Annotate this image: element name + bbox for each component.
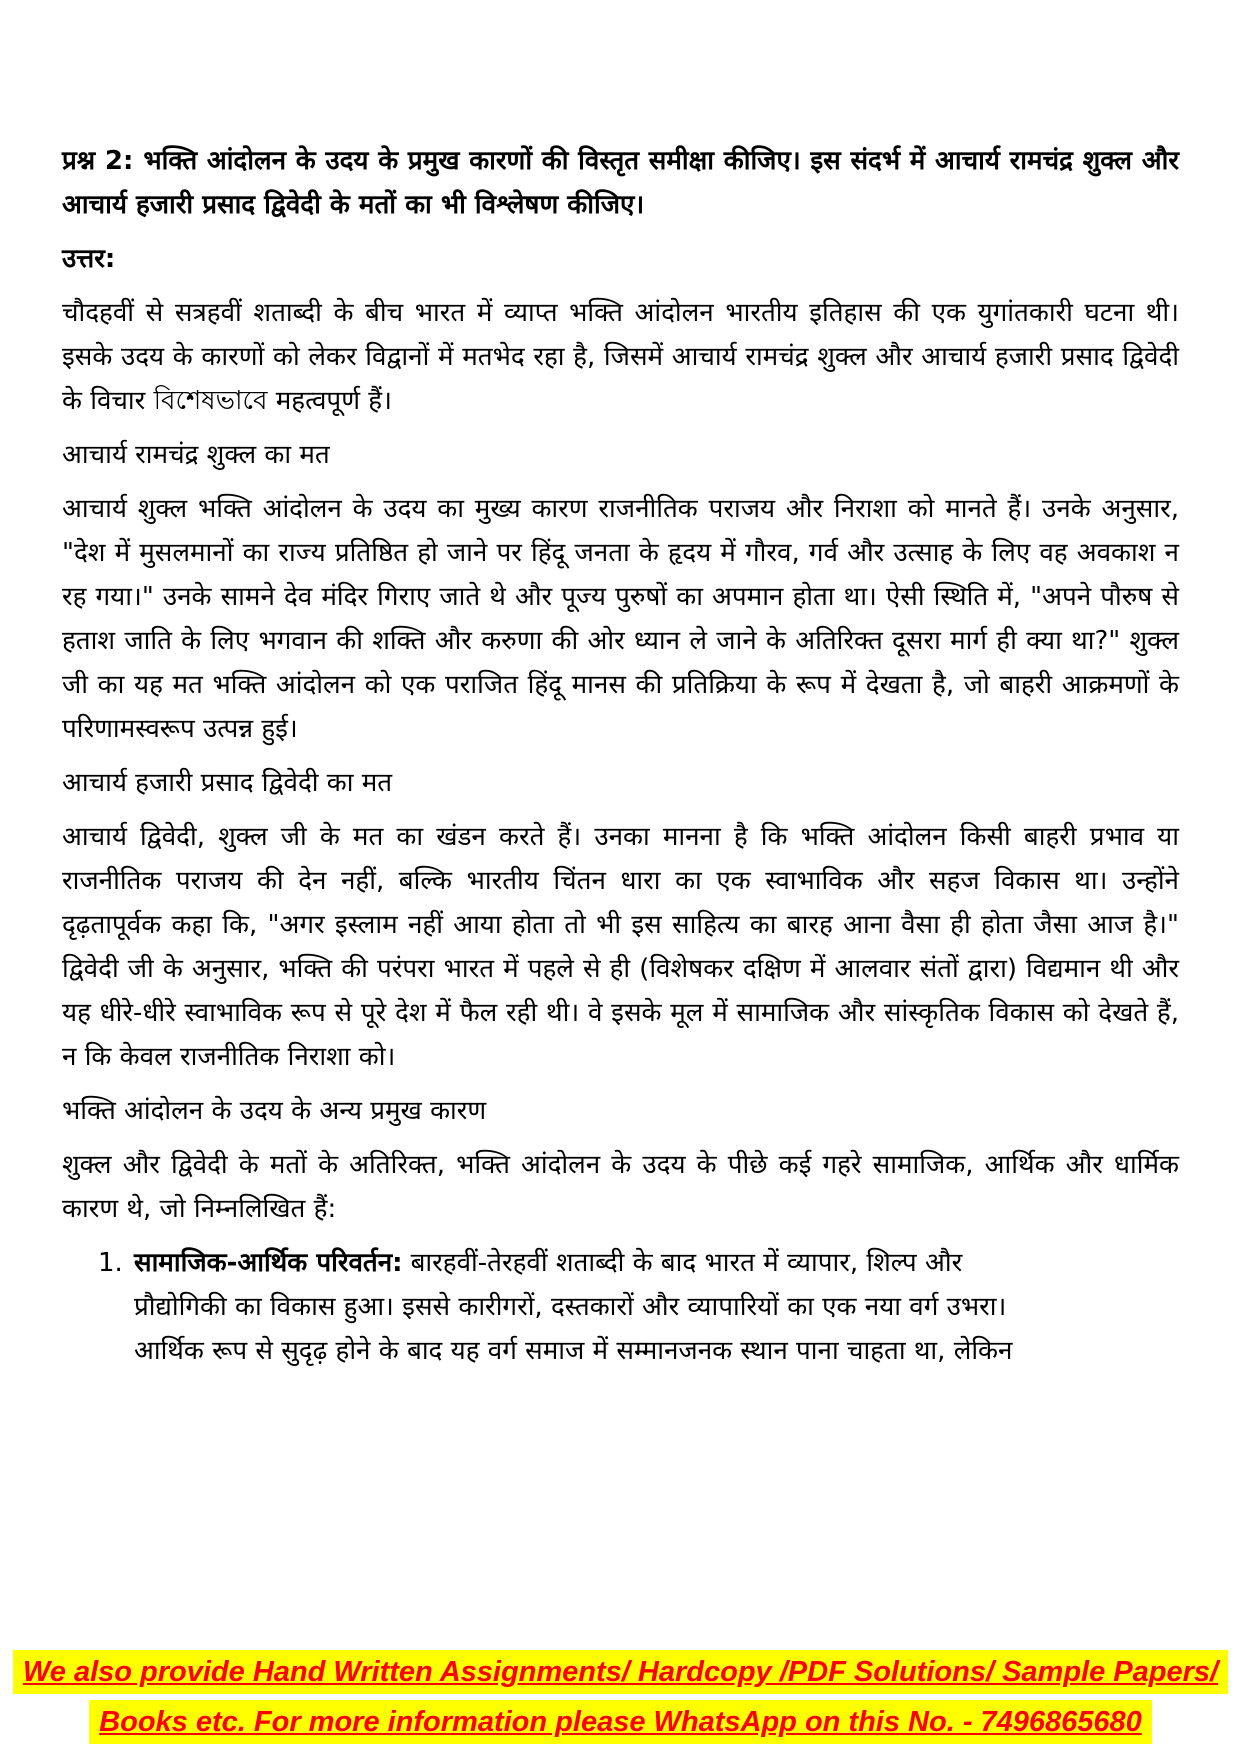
list-item-content	[134, 1241, 1039, 1373]
other-causes-intro-paragraph: शुक्ल और द्विवेदी के मतों के अतिरिक्त, भक्ति आंदोलन के उदय के पीछे कई गहरे सामाजिक, आर्थिक और धार्मिक कारण थे, जो निम्नलिखित हैं:	[62, 1150, 1179, 1224]
dwivedi-section-paragraph: आचार्य द्विवेदी, शुक्ल जी के मत का खंडन करते हैं। उनका मानना है कि भक्ति आंदोलन किसी बाहरी प्रभाव या राजनीतिक पराजय की देन नहीं, बल्कि भारतीय चिंतन धारा का एक स्वाभाविक और सहज विकास था। उन्होंने दृढ़तापूर्वक कहा कि, "अगर इस्लाम नहीं आया होता तो भी इस साहित्य का बारह आना वैसा ही होता जैसा आज है।" द्विवेदी जी के अनुसार, भक्ति की परंपरा भारत में पहले से ही (विशेषकर दक्षिण में आलवार संतों द्वारा) विद्यमान थी और यह धीरे-धीरे स्वाभाविक रूप से पूरे देश में फैल रही थी। वे इसके मूल में सामाजिक और सांस्कृतिक विकास को देखते हैं, न कि केवल राजनीतिक निराशा को।	[62, 822, 1179, 1072]
shukla-section-heading: आचार्य रामचंद्र शुक्ल का मत	[62, 440, 330, 470]
question-paragraph	[62, 139, 1179, 227]
promo-footer-line-1	[0, 1650, 1241, 1694]
answer-label: उत्तर:	[62, 244, 116, 274]
question-number-label: प्रश्न 2:	[62, 146, 134, 176]
shukla-section-paragraph: आचार्य शुक्ल भक्ति आंदोलन के उदय का मुख्य कारण राजनीतिक पराजय और निराशा को मानते हैं। उनके अनुसार, "देश में मुसलमानों का राज्य प्रतिष्ठित हो जाने पर हिंदू जनता के हृदय में गौरव, गर्व और उत्साह के लिए वह अवकाश न रह गया।" उनके सामने देव मंदिर गिराए जाते थे और पूज्य पुरुषों का अपमान होता था। ऐसी स्थिति में, "अपने पौरुष से हताश जाति के लिए भगवान की शक्ति और करुणा की ओर ध्यान ले जाने के अतिरिक्त दूसरा मार्ग ही क्या था?" शुक्ल जी का यह मत भक्ति आंदोलन को एक पराजित हिंदू मानस की प्रतिक्रिया के रूप में देखता है, जो बाहरी आक्रमणों के परिणामस्वरूप उत्पन्न हुई।	[62, 494, 1179, 744]
other-causes-heading: भक्ति आंदोलन के उदय के अन्य प्रमुख कारण	[62, 1096, 487, 1126]
promo-footer-line-2	[0, 1700, 1241, 1744]
dwivedi-section-heading: आचार्य हजारी प्रसाद द्विवेदी का मत	[62, 768, 393, 798]
causes-list	[62, 1241, 1179, 1373]
intro-paragraph: चौदहवीं से सत्रहवीं शताब्दी के बीच भारत में व्याप्त भक्ति आंदोलन भारतीय इतिहास की एक युगांतकारी घटना थी। इसके उदय के कारणों को लेकर विद्वानों में मतभेद रहा है, जिसमें आचार्य रामचंद्र शुक्ल और आचार्य हजारी प्रसाद द्विवेदी के विचार বিশেষভাবে महत्वपूर्ण हैं।	[62, 298, 1179, 416]
list-item-title: सामाजिक-आर्थिक परिवर्तन:	[134, 1248, 403, 1278]
list-item	[62, 1241, 1179, 1373]
list-item-text: बारहवीं-तेरहवीं शताब्दी के बाद भारत में व्यापार, शिल्प और प्रौद्योगिकी का विकास हुआ। इससे कारीगरों, दस्तकारों और व्यापारियों का एक नया वर्ग उभरा। आर्थिक रूप से सुदृढ़ होने के बाद यह वर्ग समाज में सम्मानजनक स्थान पाना चाहता था, लेकिन	[134, 1248, 1013, 1366]
question-text: भक्ति आंदोलन के उदय के प्रमुख कारणों की विस्तृत समीक्षा कीजिए। इस संदर्भ में आचार्य रामचंद्र शुक्ल और आचार्य हजारी प्रसाद द्विवेदी के मतों का भी विश्लेषण कीजिए।	[62, 146, 1179, 220]
promo-footer	[0, 1650, 1241, 1750]
promo-footer-text-2: Books etc. For more information please WhatsApp on this No. - 7496865680	[89, 1700, 1152, 1744]
list-item-number: 1.	[98, 1248, 123, 1278]
promo-footer-text-1: We also provide Hand Written Assignments/ Hardcopy /PDF Solutions/ Sample Papers/	[13, 1650, 1228, 1694]
